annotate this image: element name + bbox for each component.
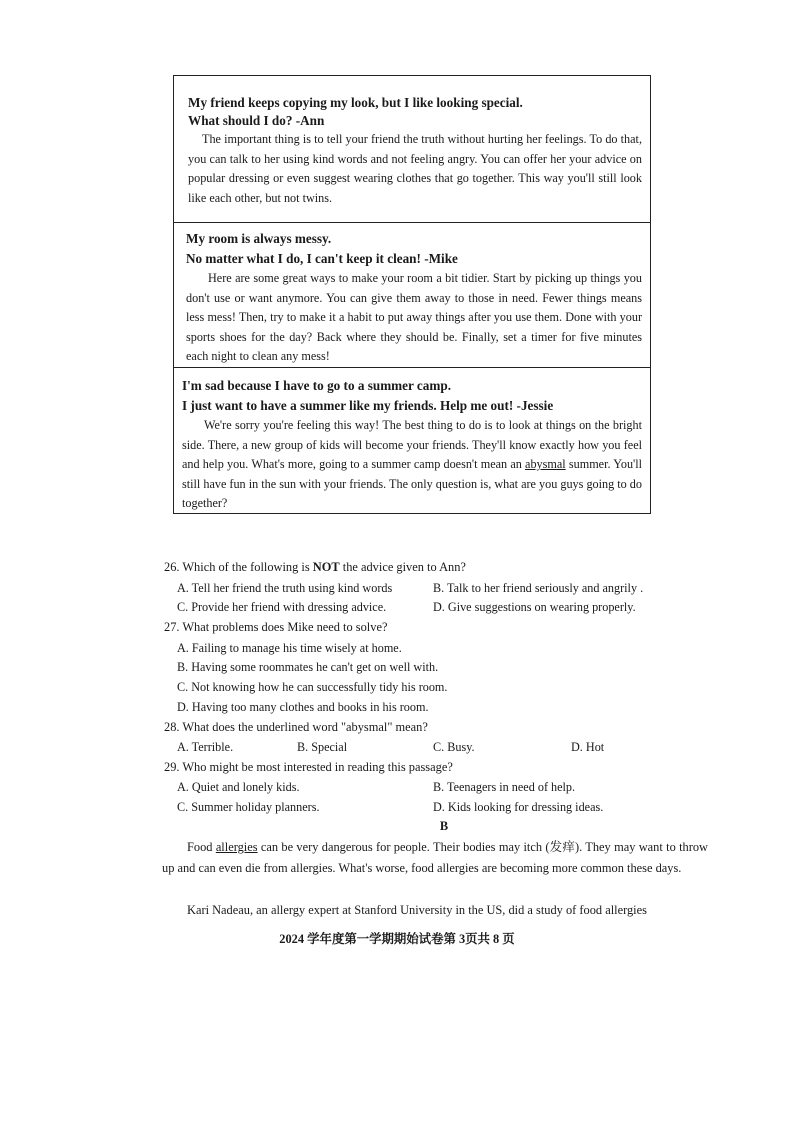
letter-heading: My friend keeps copying my look, but I like looking special. <box>188 95 523 110</box>
letter-mike <box>174 223 650 368</box>
section-label: B <box>439 819 449 833</box>
underlined-word: abysmal <box>525 457 566 471</box>
question-26: 26. Which of the following is NOT the advice given to Ann? <box>164 560 466 574</box>
letter-reply: We're sorry you're feeling this way! The best thing to do is to look at things on the bright side. There, a new group of kids will become your friends. They'll know exactly how you feel and help you. What's more, going to a summer camp doesn't mean an abysmal summer. You'll still have fun in the sun with your friends. The only question is, what are you guys going to do together? <box>182 418 643 510</box>
question-27: 27. What problems does Mike need to solve? <box>164 620 388 634</box>
letter-reply: Here are some great ways to make your room a bit tidier. Start by picking up things you don't use or want anymore. You can give them away to those in need. Fewer things means less mess! Then, try to make it a habit to put away things after you use them. Done with your sports shoes for the day? Back where they should be. Finally, set a timer for five minutes each night to clean any mess! <box>186 271 642 363</box>
question-29: 29. Who might be most interested in reading this passage? <box>164 760 453 774</box>
option: B. Special <box>297 740 348 754</box>
passage-paragraph: Food allergies can be very dangerous for people. Their bodies may itch (发痒). They may want to throw up and can even die from allergies. What's worse, food allergies are becoming more common these days. <box>162 840 709 875</box>
option: D. Having too many clothes and books in his room. <box>177 700 429 714</box>
option: A. Terrible. <box>177 740 234 754</box>
letter-heading: I'm sad because I have to go to a summer camp. <box>182 378 451 393</box>
option: D. Give suggestions on wearing properly. <box>433 600 636 614</box>
option: B. Having some roommates he can't get on well with. <box>177 660 439 674</box>
letter-ann <box>174 76 650 223</box>
passage-paragraph: Kari Nadeau, an allergy expert at Stanford University in the US, did a study of food allergies <box>187 903 647 917</box>
letter-heading: My room is always messy. <box>186 231 332 246</box>
option: A. Failing to manage his time wisely at home. <box>177 641 402 655</box>
option: B. Talk to her friend seriously and angrily . <box>433 581 644 595</box>
option: D. Kids looking for dressing ideas. <box>433 800 604 814</box>
question-28: 28. What does the underlined word "abysmal" mean? <box>164 720 428 734</box>
letter-heading: What should I do? -Ann <box>188 113 325 128</box>
page-footer: 2024 学年度第一学期期始试卷第 3页共 8 页 <box>279 932 515 946</box>
option: C. Busy. <box>433 740 475 754</box>
letter-jessie <box>174 368 650 515</box>
letter-reply: The important thing is to tell your friend the truth without hurting her feelings. To do that, you can talk to her using kind words and not feeling angry. You can offer her your advice on popular dressing or even suggest wearing clothes that go together. This way you'll still look like each other, but not twins. <box>188 132 642 205</box>
letter-heading: No matter what I do, I can't keep it clean! -Mike <box>186 251 458 266</box>
letter-heading: I just want to have a summer like my friends. Help me out! -Jessie <box>182 398 554 413</box>
option: C. Provide her friend with dressing advice. <box>177 600 387 614</box>
option: C. Summer holiday planners. <box>177 800 320 814</box>
advice-letters-box <box>173 75 651 514</box>
option: A. Tell her friend the truth using kind words <box>177 581 393 595</box>
underlined-word: allergies <box>215 840 258 854</box>
option: C. Not knowing how he can successfully tidy his room. <box>177 680 448 694</box>
option: B. Teenagers in need of help. <box>433 780 576 794</box>
option: D. Hot <box>571 740 605 754</box>
option: A. Quiet and lonely kids. <box>177 780 300 794</box>
